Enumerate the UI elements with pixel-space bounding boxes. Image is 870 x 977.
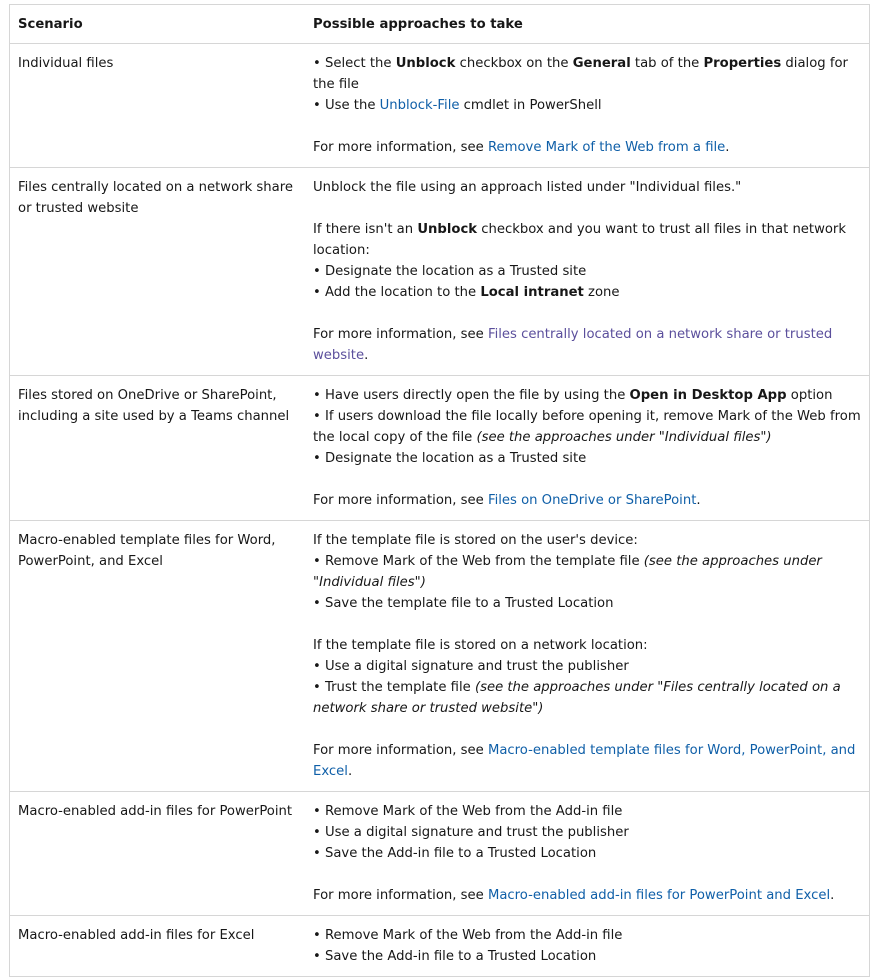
table-row xyxy=(10,792,869,916)
line-gap xyxy=(313,614,861,635)
line-gap xyxy=(313,719,861,740)
approach-line xyxy=(313,801,861,822)
text: . xyxy=(725,140,730,155)
text: • Remove Mark of the Web from the template file xyxy=(313,554,644,569)
line-gap xyxy=(313,469,861,490)
table-header-row xyxy=(10,5,869,44)
table-body xyxy=(10,44,869,977)
scenario-cell: Macro-enabled template files for Word, PowerPoint, and Excel xyxy=(18,533,276,569)
text: option xyxy=(786,388,833,403)
approach-line xyxy=(313,740,861,782)
text: dialog for the file xyxy=(313,56,848,92)
text: . xyxy=(347,764,353,779)
scenario-cell: Files stored on OneDrive or SharePoint, including a site used by a Teams channel xyxy=(18,388,290,424)
text: . xyxy=(364,348,369,363)
text: • Use the xyxy=(313,98,380,113)
text: • Save the template file to a Trusted Location xyxy=(313,596,614,611)
approach-line xyxy=(313,324,861,366)
text: tab of the xyxy=(630,56,704,71)
text: Unblock the file using an approach listed under "Individual files." xyxy=(313,180,742,195)
text: checkbox on the xyxy=(455,56,573,71)
text: checkbox and you want to trust all files in that network location: xyxy=(313,222,846,258)
bold-text: Local intranet xyxy=(480,285,584,300)
approach-line xyxy=(313,656,861,677)
text: • Remove Mark of the Web from the Add-in file xyxy=(313,804,623,819)
approaches-cell xyxy=(306,916,869,976)
bold-text: Properties xyxy=(703,56,782,71)
line-gap xyxy=(313,116,861,137)
text: • Designate the location as a Trusted site xyxy=(313,264,587,279)
approach-line xyxy=(313,406,861,448)
text: • Designate the location as a Trusted site xyxy=(313,451,587,466)
text: zone xyxy=(583,285,620,300)
text: • Use a digital signature and trust the publisher xyxy=(313,659,629,674)
doc-link[interactable]: Remove Mark of the Web from a file xyxy=(487,140,726,155)
line-gap xyxy=(313,864,861,885)
text: If the template file is stored on the user's device: xyxy=(313,533,638,548)
doc-link[interactable]: Macro-enabled add-in files for PowerPoint and Excel xyxy=(487,888,831,903)
text: . xyxy=(696,493,701,508)
approaches-cell xyxy=(306,376,869,520)
text: • Remove Mark of the Web from the Add-in file xyxy=(313,928,623,943)
scenario-cell: Macro-enabled add-in files for PowerPoint xyxy=(18,804,293,819)
approach-line xyxy=(313,448,861,469)
text: For more information, see xyxy=(313,327,488,342)
approach-line xyxy=(313,282,861,303)
approach-line xyxy=(313,593,861,614)
approach-line xyxy=(313,677,861,719)
approach-line xyxy=(313,843,861,864)
approach-line xyxy=(313,219,861,261)
approach-line xyxy=(313,385,861,406)
approach-line xyxy=(313,95,861,116)
text: • Have users directly open the file by using the xyxy=(313,388,630,403)
text: . xyxy=(830,888,835,903)
approaches-cell xyxy=(306,44,869,167)
text: • If users download the file locally before opening it, remove Mark of the Web from the local copy of the file xyxy=(313,409,861,445)
text: • Select the xyxy=(313,56,396,71)
approaches-cell xyxy=(306,521,869,791)
approach-line xyxy=(313,925,861,946)
approach-line xyxy=(313,261,861,282)
text: For more information, see xyxy=(313,493,488,508)
doc-link[interactable]: Unblock-File xyxy=(379,98,460,113)
table-row xyxy=(10,521,869,792)
italic-note: (see the approaches under "Individual files") xyxy=(313,554,822,590)
line-gap xyxy=(313,198,861,219)
approach-line xyxy=(313,490,861,511)
bold-text: Open in Desktop App xyxy=(629,388,787,403)
table-row xyxy=(10,44,869,168)
table-row xyxy=(10,168,869,376)
scenario-cell: Macro-enabled add-in files for Excel xyxy=(18,928,255,943)
approach-line xyxy=(313,946,861,967)
text: If the template file is stored on a network location: xyxy=(313,638,648,653)
approaches-cell xyxy=(306,168,869,375)
approaches-cell xyxy=(306,792,869,915)
table-row xyxy=(10,916,869,977)
text: For more information, see xyxy=(313,140,488,155)
scenario-table xyxy=(9,4,870,977)
approach-line xyxy=(313,53,861,95)
approach-line xyxy=(313,822,861,843)
text: cmdlet in PowerShell xyxy=(459,98,602,113)
scenario-cell: Files centrally located on a network share or trusted website xyxy=(18,180,293,216)
bold-text: General xyxy=(572,56,631,71)
text: • Use a digital signature and trust the publisher xyxy=(313,825,629,840)
text: • Save the Add-in file to a Trusted Location xyxy=(313,949,597,964)
approach-line xyxy=(313,137,861,158)
text: • Trust the template file xyxy=(313,680,475,695)
approach-line xyxy=(313,177,861,198)
doc-link[interactable]: Files on OneDrive or SharePoint xyxy=(487,493,697,508)
line-gap xyxy=(313,303,861,324)
italic-note: (see the approaches under "Individual files") xyxy=(476,430,772,445)
approach-line xyxy=(313,635,861,656)
text: For more information, see xyxy=(313,743,488,758)
table-row xyxy=(10,376,869,521)
header-scenario: Scenario xyxy=(18,17,83,32)
doc-link[interactable]: Macro-enabled template files for Word, PowerPoint, and Excel xyxy=(313,743,856,779)
text: If there isn't an xyxy=(313,222,418,237)
text: • Add the location to the xyxy=(313,285,481,300)
text: • Save the Add-in file to a Trusted Location xyxy=(313,846,597,861)
text: For more information, see xyxy=(313,888,488,903)
bold-text: Unblock xyxy=(417,222,478,237)
header-approaches: Possible approaches to take xyxy=(313,17,523,32)
approach-line xyxy=(313,551,861,593)
bold-text: Unblock xyxy=(395,56,456,71)
italic-note: (see the approaches under "Files centrally located on a network share or trusted website") xyxy=(313,680,841,716)
doc-link[interactable]: Files centrally located on a network share or trusted website xyxy=(313,327,833,363)
approach-line xyxy=(313,530,861,551)
approach-line xyxy=(313,885,861,906)
scenario-cell: Individual files xyxy=(18,56,114,71)
